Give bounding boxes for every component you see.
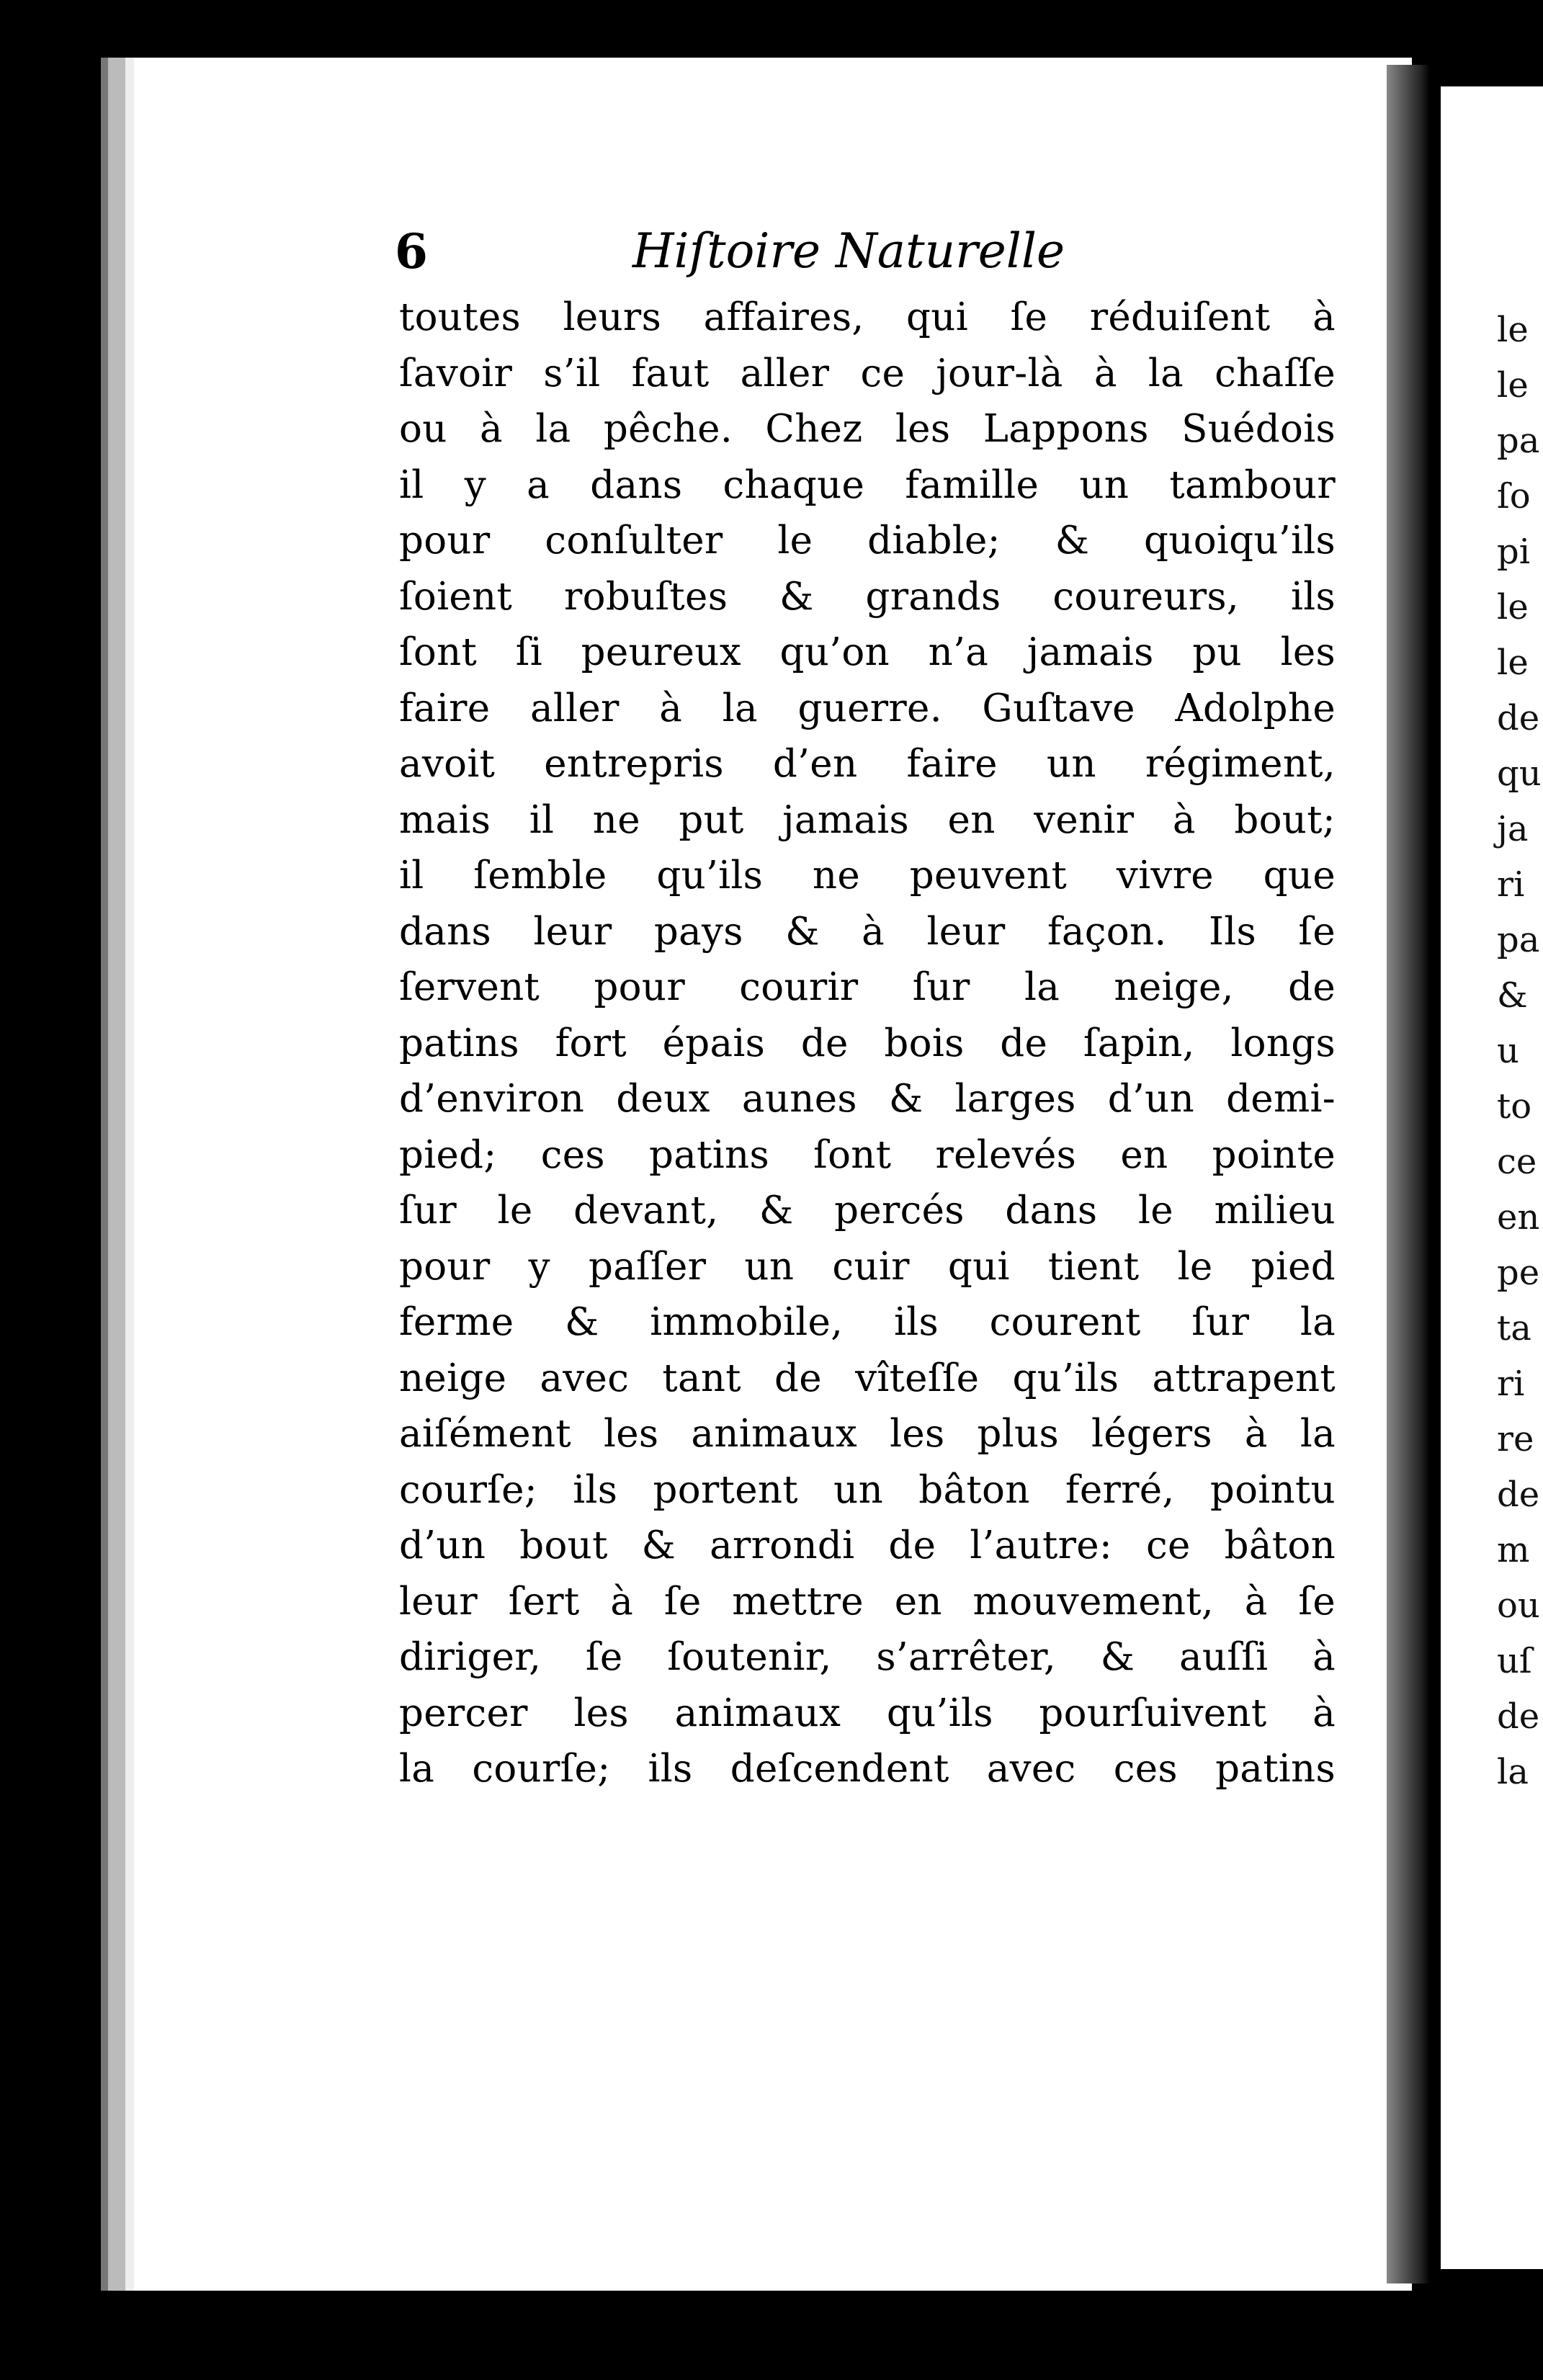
facing-page-fragment: ſo — [1497, 476, 1531, 516]
facing-page-fragment: ja — [1497, 809, 1529, 849]
text-line: neige avec tant de vîteſſe qu’ils attrapent — [399, 1356, 1336, 1400]
facing-page-fragment: pe — [1497, 1253, 1540, 1293]
text-line: il ſemble qu’ils ne peuvent vivre que — [399, 854, 1336, 898]
facing-page-fragment: ou — [1497, 1585, 1540, 1626]
facing-page-fragment: ri — [1497, 864, 1525, 905]
facing-page-fragment: la — [1497, 1752, 1529, 1792]
text-line: ſur le devant, & percés dans le milieu — [399, 1189, 1336, 1232]
text-line: ferme & immobile, ils courent ſur la — [399, 1300, 1336, 1344]
text-line: d’environ deux aunes & larges d’un demi- — [399, 1077, 1336, 1121]
text-line: patins fort épais de bois de ſapin, longs — [399, 1021, 1336, 1065]
running-title: Hiſtoire Naturelle — [632, 223, 1065, 279]
text-line: avoit entrepris d’en faire un régiment, — [399, 742, 1336, 786]
facing-page-fragment: ri — [1497, 1364, 1525, 1404]
text-line: pour y paſſer un cuir qui tient le pied — [399, 1244, 1336, 1289]
facing-page-fragment: pa — [1497, 421, 1540, 461]
facing-page-fragment: uſ — [1497, 1641, 1532, 1681]
text-line: ſoient robuſtes & grands coureurs, ils — [399, 574, 1336, 619]
text-line: dans leur pays & à leur façon. Ils ſe — [399, 909, 1336, 954]
facing-page-fragment: u — [1497, 1031, 1519, 1071]
text-line: ou à la pêche. Chez les Lappons Suédois — [399, 407, 1336, 451]
text-line: ſervent pour courir ſur la neige, de — [399, 965, 1336, 1009]
text-line: pour conſulter le diable; & quoiqu’ils — [399, 519, 1336, 563]
text-line: faire aller à la guerre. Guſtave Adolphe — [399, 686, 1336, 730]
page-header — [395, 223, 1130, 295]
facing-page-fragment: pi — [1497, 532, 1531, 572]
facing-page-fragment: en — [1497, 1197, 1540, 1238]
facing-page-fragment: to — [1497, 1086, 1532, 1127]
text-line: diriger, ſe ſoutenir, s’arrêter, & auſſi à — [399, 1635, 1336, 1679]
facing-page-edge — [1441, 86, 1543, 2269]
gutter-shadow — [1387, 65, 1430, 2283]
facing-page-fragment: de — [1497, 1696, 1540, 1737]
facing-page-fragment: & — [1497, 975, 1528, 1016]
facing-page-fragment: de — [1497, 698, 1540, 738]
text-line: aiſément les animaux les plus légers à la — [399, 1412, 1336, 1456]
text-line: ſont ſi peureux qu’on n’a jamais pu les — [399, 630, 1336, 674]
facing-page-fragment: qu — [1497, 753, 1542, 794]
text-line: il y a dans chaque famille un tambour — [399, 462, 1336, 507]
facing-page-fragment: le — [1497, 310, 1529, 350]
text-line: d’un bout & arrondi de l’autre: ce bâton — [399, 1524, 1336, 1567]
text-line: courſe; ils portent un bâton ferré, pointu — [399, 1467, 1336, 1512]
facing-page-fragment: ce — [1497, 1142, 1537, 1182]
facing-page-fragment: le — [1497, 587, 1529, 627]
body-text — [399, 290, 1336, 1797]
facing-page-fragment: le — [1497, 643, 1529, 683]
facing-page-fragment: m — [1497, 1530, 1530, 1570]
text-line: ſavoir s’il faut aller ce jour-là à la chaſſe — [399, 351, 1336, 395]
page-number: 6 — [395, 223, 428, 279]
facing-page-text — [1497, 303, 1542, 1800]
facing-page-fragment: de — [1497, 1475, 1540, 1515]
facing-page-fragment: le — [1497, 365, 1529, 406]
facing-page-fragment: ta — [1497, 1308, 1531, 1348]
facing-page-fragment: re — [1497, 1419, 1534, 1459]
text-line: toutes leurs affaires, qui ſe réduiſent à — [399, 295, 1336, 339]
text-line: mais il ne put jamais en venir à bout; — [399, 797, 1336, 842]
text-line: leur ſert à ſe mettre en mouvement, à ſe — [399, 1579, 1336, 1624]
facing-page-fragment: pa — [1497, 920, 1540, 960]
text-line: la courſe; ils deſcendent avec ces patins — [399, 1747, 1336, 1791]
text-line: percer les animaux qu’ils pourſuivent à — [399, 1691, 1336, 1735]
text-line: pied; ces patins ſont relevés en pointe — [399, 1132, 1336, 1177]
